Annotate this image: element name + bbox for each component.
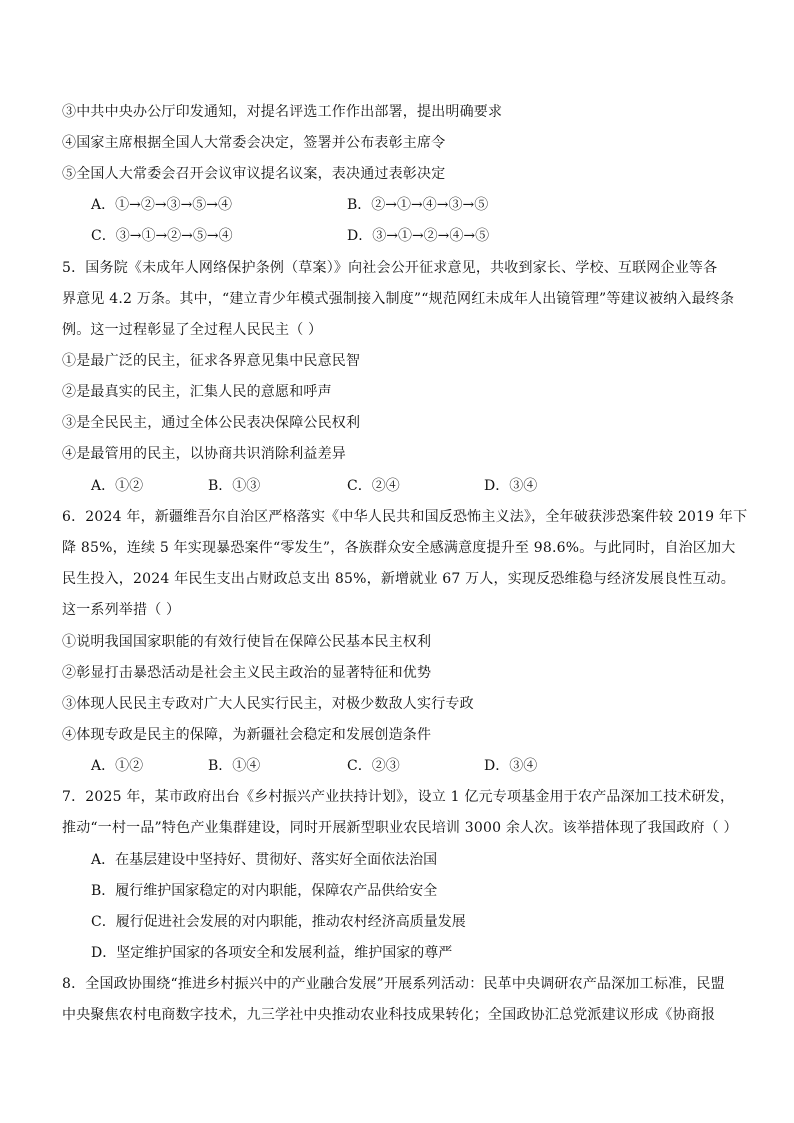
q5-item-1: ①是最广泛的民主，征求各界意见集中民意民智: [62, 353, 361, 369]
q4-item-3: ③中共中央办公厅印发通知，对提名评选工作作出部署，提出明确要求: [62, 104, 503, 120]
q7-option-a[interactable]: A．在基层建设中坚持好、贯彻好、落实好全面依法治国: [91, 852, 438, 868]
q6-option-b[interactable]: B．①④: [208, 758, 261, 774]
q4-item-4: ④国家主席根据全国人大常委会决定，签署并公布表彰主席令: [62, 135, 446, 151]
q6-item-2: ②彰显打击暴恐活动是社会主义民主政治的显著特征和优势: [62, 665, 432, 681]
q6-stem-line-4: 这一系列举措（ ）: [62, 602, 181, 618]
q6-stem-line-1: 6．2024 年，新疆维吾尔自治区严格落实《中华人民共和国反恐怖主义法》，全年破获涉恐案件较 2019 年下: [62, 509, 748, 525]
q5-stem-line-2: 界意见 4.2 万条。其中，“建立青少年模式强制接入制度”“规范网红未成年人出镜管理”等建议被纳入最终条: [62, 291, 735, 307]
q6-option-d[interactable]: D．③④: [484, 758, 538, 774]
q5-option-a[interactable]: A．①②: [91, 478, 144, 494]
q5-item-4: ④是最管用的民主，以协商共识消除利益差异: [62, 446, 346, 462]
q4-item-5: ⑤全国人大常委会召开会议审议提名议案，表决通过表彰决定: [62, 166, 446, 182]
q7-option-d[interactable]: D．坚定维护国家的各项安全和发展利益，维护国家的尊严: [91, 945, 453, 961]
q5-stem-line-1: 5．国务院《未成年人网络保护条例（草案）》向社会公开征求意见，共收到家长、学校、互联网企业等各: [62, 260, 718, 276]
q4-option-a[interactable]: A．①→②→③→⑤→④: [91, 197, 233, 213]
q5-option-d[interactable]: D．③④: [484, 478, 538, 494]
q5-stem-line-3: 例。这一过程彰显了全过程人民民主（ ）: [62, 322, 323, 338]
q6-option-c[interactable]: C．②③: [347, 758, 400, 774]
q6-option-a[interactable]: A．①②: [91, 758, 144, 774]
q6-item-1: ①说明我国国家职能的有效行使旨在保障公民基本民主权利: [62, 634, 432, 650]
q5-option-c[interactable]: C．②④: [347, 478, 400, 494]
q8-stem-line-1: 8．全国政协围绕“推进乡村振兴中的产业融合发展”开展系列活动：民革中央调研农产品深加工标准，民盟: [62, 976, 725, 992]
q6-item-3: ③体现人民民主专政对广大人民实行民主，对极少数敌人实行专政: [62, 696, 474, 712]
q7-stem-line-2: 推动“一村一品”特色产业集群建设，同时开展新型职业农民培训 3000 余人次。该举措体现了我国政府（ ）: [62, 820, 738, 836]
q6-stem-line-2: 降 85%，连续 5 年实现暴恐案件“零发生”，各族群众安全感满意度提升至 98.6%。与此同时，自治区加大: [62, 540, 736, 556]
q5-option-b[interactable]: B．①③: [208, 478, 261, 494]
q7-option-c[interactable]: C．履行促进社会发展的对内职能，推动农村经济高质量发展: [91, 914, 466, 930]
q7-stem-line-1: 7．2025 年，某市政府出台《乡村振兴产业扶持计划》，设立 1 亿元专项基金用于农产品深加工技术研发，: [62, 789, 735, 805]
q6-stem-line-3: 民生投入，2024 年民生支出占财政总支出 85%，新增就业 67 万人，实现反恐维稳与经济发展良性互动。: [62, 571, 735, 587]
q7-option-b[interactable]: B．履行维护国家稳定的对内职能，保障农产品供给安全: [91, 883, 438, 899]
q6-item-4: ④体现专政是民主的保障，为新疆社会稳定和发展创造条件: [62, 727, 432, 743]
q8-stem-line-2: 中央聚焦农村电商数字技术，九三学社中央推动农业科技成果转化；全国政协汇总党派建议形成《协商报: [62, 1007, 716, 1023]
q5-item-2: ②是最真实的民主，汇集人民的意愿和呼声: [62, 384, 332, 400]
q4-option-c[interactable]: C．③→①→②→⑤→④: [91, 228, 233, 244]
q4-option-b[interactable]: B．②→①→④→③→⑤: [347, 197, 489, 213]
q4-option-d[interactable]: D．③→①→②→④→⑤: [347, 228, 490, 244]
q5-item-3: ③是全民民主，通过全体公民表决保障公民权利: [62, 415, 361, 431]
